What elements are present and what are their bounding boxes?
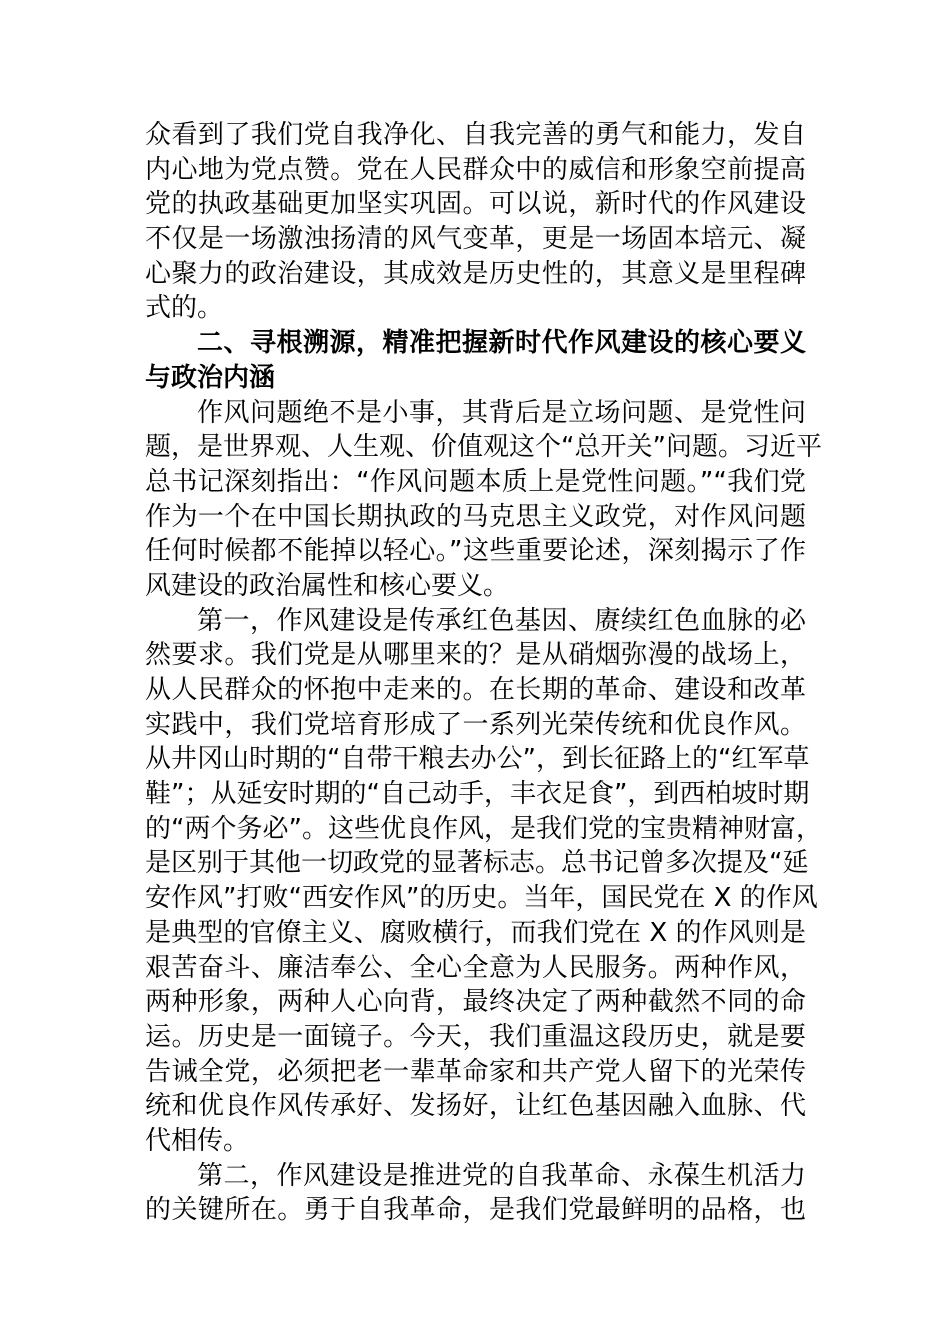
section-heading-line: 二、寻根溯源，精准把握新时代作风建设的核心要义 <box>197 328 806 359</box>
text-line: 代相传。 <box>145 1125 250 1156</box>
text-line: 统和优良作风传承好、发扬好，让红色基因融入血脉、代 <box>145 1091 806 1122</box>
text-line: 总书记深刻指出：“作风问题本质上是党性问题。”“我们党 <box>145 466 806 497</box>
text-line: 心聚力的政治建设，其成效是历史性的，其意义是里程碑 <box>145 258 806 289</box>
text-line: 实践中，我们党培育形成了一系列光荣传统和优良作风。 <box>145 709 806 740</box>
text-line: 众看到了我们党自我净化、自我完善的勇气和能力，发自 <box>145 120 806 150</box>
text-line: 然要求。我们党是从哪里来的？是从硝烟弥漫的战场上， <box>145 640 806 671</box>
text-line: 的“两个务必”。这些优良作风，是我们党的宝贵精神财富， <box>145 813 822 844</box>
text-line: 党的执政基础更加坚实巩固。可以说，新时代的作风建设 <box>145 189 806 220</box>
text-line: 两种形象，两种人心向背，最终决定了两种截然不同的命 <box>145 987 806 1018</box>
text-line: 式的。 <box>145 293 224 324</box>
document-body <box>145 118 822 1228</box>
text-line: 不仅是一场激浊扬清的风气变革，更是一场固本培元、凝 <box>145 224 806 255</box>
text-line: 作风问题绝不是小事，其背后是立场问题、是党性问 <box>197 397 806 428</box>
text-line: 是区别于其他一切政党的显著标志。总书记曾多次提及“延 <box>145 848 809 879</box>
text-line: 任何时候都不能掉以轻心。”这些重要论述，深刻揭示了作 <box>145 536 806 567</box>
text-line: 鞋”；从延安时期的“自己动手，丰衣足食”，到西柏坡时期 <box>145 779 810 810</box>
text-line: 艰苦奋斗、廉洁奉公、全心全意为人民服务。两种作风， <box>145 952 806 983</box>
text-line: 告诫全党，必须把老一辈革命家和共产党人留下的光荣传 <box>145 1056 806 1087</box>
text-line: 第一，作风建设是传承红色基因、赓续红色血脉的必 <box>197 605 806 636</box>
section-heading-line: 与政治内涵 <box>145 362 276 393</box>
text-line: 题，是世界观、人生观、价值观这个“总开关”问题。习近平 <box>145 432 822 463</box>
text-line: 运。历史是一面镜子。今天，我们重温这段历史，就是要 <box>145 1021 806 1052</box>
text-line: 风建设的政治属性和核心要义。 <box>145 570 510 601</box>
text-line: 内心地为党点赞。党在人民群众中的威信和形象空前提高 <box>145 154 806 185</box>
text-line: 从人民群众的怀抱中走来的。在长期的革命、建设和改革 <box>145 675 806 705</box>
text-line: 作为一个在中国长期执政的马克思主义政党，对作风问题 <box>145 501 806 532</box>
text-line: 的关键所在。勇于自我革命，是我们党最鲜明的品格，也 <box>145 1195 806 1226</box>
text-line: 第二，作风建设是推进党的自我革命、永葆生机活力 <box>197 1160 806 1191</box>
text-line: 是典型的官僚主义、腐败横行，而我们党在 X 的作风则是 <box>145 917 806 948</box>
text-line: 从井冈山时期的“自带干粮去办公”，到长征路上的“红军草 <box>145 744 810 775</box>
text-line: 安作风”打败“西安作风”的历史。当年，国民党在 X 的作风 <box>145 883 818 914</box>
